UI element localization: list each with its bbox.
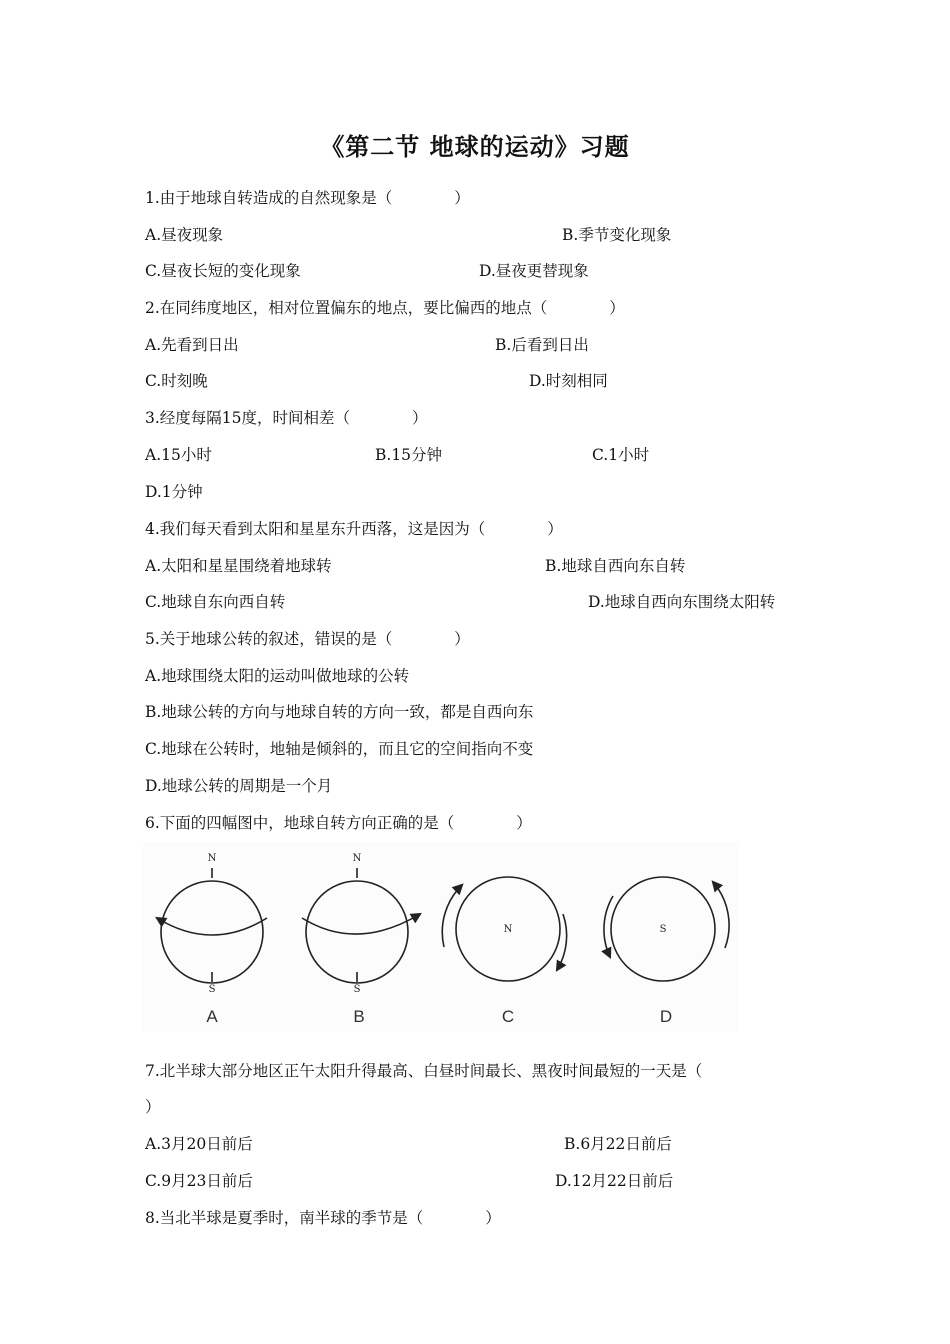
question-7-option-c: C.9月23日前后 (145, 1172, 253, 1190)
question-3-option-a: A.15小时 (145, 446, 212, 464)
pole-label-n: N (503, 924, 513, 935)
pole-label-s: S (353, 984, 361, 995)
question-7-stem-continued: ） (145, 1098, 161, 1116)
question-5-stem: 5.关于地球公转的叙述，错误的是（ ） (145, 630, 470, 648)
question-2-option-b: B.后看到日出 (495, 336, 589, 354)
question-1-stem: 1.由于地球自转造成的自然现象是（ ） (145, 189, 470, 207)
question-4-stem: 4.我们每天看到太阳和星星东升西落，这是因为（ ） (145, 520, 563, 538)
question-7-option-a: A.3月20日前后 (145, 1135, 253, 1153)
question-3-stem: 3.经度每隔15度，时间相差（ ） (145, 409, 428, 427)
globe-d-south-pole-view (604, 877, 729, 981)
question-2-stem: 2.在同纬度地区，相对位置偏东的地点，要比偏西的地点（ ） (145, 299, 625, 317)
panel-label-b: B (353, 1007, 365, 1026)
question-5-option-b: B.地球公转的方向与地球自转的方向一致，都是自西向东 (145, 703, 534, 721)
pole-label-n: N (207, 853, 217, 864)
question-1-option-c: C.昼夜长短的变化现象 (145, 262, 301, 280)
question-7-option-b: B.6月22日前后 (564, 1135, 672, 1153)
panel-label-d: D (659, 1007, 673, 1026)
question-8-stem: 8.当北半球是夏季时，南半球的季节是（ ） (145, 1209, 501, 1227)
question-2-option-c: C.时刻晚 (145, 372, 208, 390)
globe-b-side-view (302, 868, 420, 983)
question-1-option-b: B.季节变化现象 (562, 226, 672, 244)
question-3-option-d: D.1分钟 (145, 483, 203, 501)
pole-label-n: N (352, 853, 362, 864)
question-2-option-d: D.时刻相同 (529, 372, 608, 390)
question-7-option-d: D.12月22日前后 (555, 1172, 674, 1190)
question-5-option-d: D.地球公转的周期是一个月 (145, 777, 333, 795)
panel-label-a: A (206, 1007, 218, 1026)
earth-rotation-figure (143, 842, 739, 1032)
question-1-option-d: D.昼夜更替现象 (479, 262, 589, 280)
question-2-option-a: A.先看到日出 (145, 336, 239, 354)
question-7-stem: 7.北半球大部分地区正午太阳升得最高、白昼时间最长、黑夜时间最短的一天是（ (145, 1062, 703, 1080)
question-5-option-c: C.地球在公转时，地轴是倾斜的，而且它的空间指向不变 (145, 740, 534, 758)
question-4-option-a: A.太阳和星星围绕着地球转 (145, 557, 332, 575)
question-6-stem: 6.下面的四幅图中，地球自转方向正确的是（ ） (145, 814, 532, 832)
question-4-option-d: D.地球自西向东围绕太阳转 (588, 593, 776, 611)
question-4-option-c: C.地球自东向西自转 (145, 593, 286, 611)
question-5-option-a: A.地球围绕太阳的运动叫做地球的公转 (145, 667, 410, 685)
question-3-option-c: C.1小时 (592, 446, 650, 464)
question-1-option-a: A.昼夜现象 (145, 226, 224, 244)
pole-label-s: S (659, 924, 667, 935)
panel-label-c: C (501, 1007, 515, 1026)
question-4-option-b: B.地球自西向东自转 (545, 557, 686, 575)
question-3-option-b: B.15分钟 (375, 446, 443, 464)
page-title: 《第二节 地球的运动》习题 (320, 133, 630, 161)
pole-label-s: S (208, 984, 216, 995)
globe-a-side-view (157, 868, 267, 983)
